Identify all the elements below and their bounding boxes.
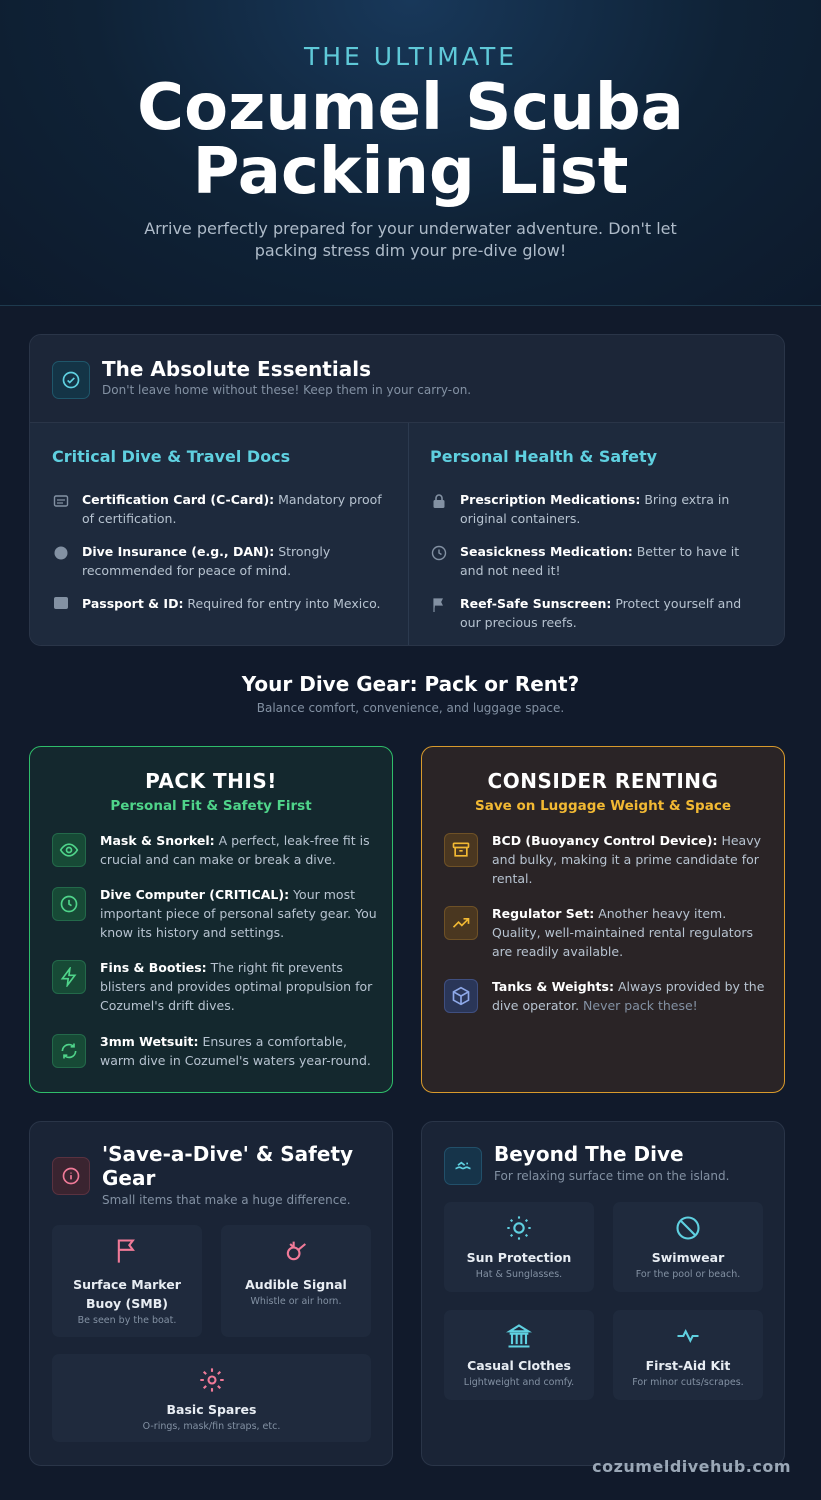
flag-icon — [431, 597, 447, 613]
trending-up-icon — [444, 906, 478, 940]
tile-basic-spares — [52, 1354, 371, 1442]
save-title — [102, 1142, 353, 1190]
hero-subtitle: Arrive perfectly prepared for your underwater adventure. Don't let packing stress dim your pre-dive glow! — [144, 219, 677, 260]
essentials-header — [30, 335, 784, 423]
rent-title: CONSIDER RENTING — [487, 769, 719, 793]
tile-subtitle: For minor cuts/scrapes. — [632, 1377, 744, 1388]
list-item: Dive Computer (CRITICAL): Your most important piece of personal safety gear. You know its history and settings. — [100, 887, 377, 940]
list-item: 3mm Wetsuit: Ensures a comfortable, warm dive in Cozumel's waters year-round. — [100, 1034, 371, 1068]
shield-icon — [53, 545, 69, 561]
save-subtitle: Small items that make a huge difference. — [102, 1193, 351, 1207]
ban-icon — [674, 1214, 702, 1242]
consider-renting-card — [421, 746, 785, 1093]
flag-icon — [113, 1237, 141, 1265]
essentials-card — [29, 334, 785, 646]
save-title-line-2: Gear — [102, 1166, 156, 1190]
tile-subtitle: Whistle or air horn. — [250, 1296, 342, 1307]
column-divider — [408, 423, 409, 646]
gear-section-subtitle: Balance comfort, convenience, and luggage space. — [256, 701, 565, 715]
list-item: Prescription Medications: Bring extra in original containers. — [460, 492, 730, 526]
refresh-icon — [52, 1034, 86, 1068]
title-line-2: Packing List — [192, 135, 629, 209]
gear-section-title: Your Dive Gear: Pack or Rent? — [241, 672, 580, 696]
id-icon — [53, 595, 69, 611]
tile-title: Audible Signal — [245, 1277, 347, 1292]
essentials-columns — [30, 423, 784, 646]
tile-first-aid-kit — [613, 1310, 763, 1400]
tile-sun-protection — [444, 1202, 594, 1292]
beyond-subtitle: For relaxing surface time on the island. — [494, 1169, 730, 1183]
pack-subtitle: Personal Fit & Safety First — [110, 798, 312, 814]
list-item: Reef-Safe Sunscreen: Protect yourself and our precious reefs. — [460, 596, 742, 630]
tile-subtitle: Lightweight and comfy. — [463, 1377, 575, 1388]
save-a-dive-card — [29, 1121, 393, 1466]
cube-icon — [444, 979, 478, 1013]
tile-casual-clothes — [444, 1310, 594, 1400]
tile-audible-signal — [221, 1225, 371, 1337]
list-item: BCD (Buoyancy Control Device): Heavy and bulky, making it a prime candidate for rental. — [492, 833, 761, 886]
list-item: Certification Card (C-Card): Mandatory proof of certification. — [82, 492, 382, 526]
tile-subtitle: For the pool or beach. — [635, 1269, 741, 1280]
building-icon — [505, 1322, 533, 1350]
docs-column-title: Critical Dive & Travel Docs — [52, 447, 291, 466]
tile-title: Swimwear — [651, 1250, 725, 1265]
rent-subtitle: Save on Luggage Weight & Space — [475, 798, 731, 814]
essentials-title: The Absolute Essentials — [102, 357, 371, 381]
tile-title: First-Aid Kit — [645, 1358, 731, 1373]
page-title — [0, 71, 821, 209]
whistle-icon — [282, 1237, 310, 1265]
gear-icon — [198, 1366, 226, 1394]
list-item: Dive Insurance (e.g., DAN): Strongly recommended for peace of mind. — [82, 544, 331, 578]
tile-swimwear — [613, 1202, 763, 1292]
tile-title: Surface Marker Buoy (SMB) — [73, 1277, 181, 1311]
list-item: Fins & Booties: The right fit prevents blisters and provides optimal propulsion for Cozumel's drift dives. — [100, 960, 373, 1013]
pulse-icon — [674, 1322, 702, 1350]
tile-title: Casual Clothes — [467, 1358, 571, 1373]
swim-icon — [444, 1147, 482, 1185]
save-title-line-1: 'Save-a-Dive' & Safety — [102, 1142, 354, 1166]
tile-title: Basic Spares — [166, 1402, 257, 1417]
list-item: Tanks & Weights: Always provided by the dive operator. Never pack these! — [492, 979, 765, 1013]
list-item: Mask & Snorkel: A perfect, leak-free fit is crucial and can make or break a dive. — [100, 833, 370, 867]
beyond-title: Beyond The Dive — [494, 1142, 684, 1166]
tile-subtitle: Be seen by the boat. — [77, 1315, 177, 1326]
hero-kicker: THE ULTIMATE — [303, 42, 518, 71]
card-icon — [53, 493, 69, 509]
tile-title: Sun Protection — [466, 1250, 572, 1265]
clock-icon — [431, 545, 447, 561]
list-item: Passport & ID: Required for entry into Mexico. — [82, 596, 381, 611]
tile-smb — [52, 1225, 202, 1337]
health-column-title: Personal Health & Safety — [430, 447, 658, 466]
beyond-the-dive-card — [421, 1121, 785, 1466]
pack-title: PACK THIS! — [145, 769, 277, 793]
hero-section — [0, 0, 821, 306]
essentials-subtitle: Don't leave home without these! Keep them in your carry-on. — [102, 383, 472, 397]
footer-site-url: cozumeldivehub.com — [592, 1457, 791, 1476]
title-line-1: Cozumel Scuba — [137, 71, 684, 145]
info-icon — [52, 1157, 90, 1195]
check-circle-icon — [52, 361, 90, 399]
tile-subtitle: Hat & Sunglasses. — [475, 1269, 563, 1280]
sun-icon — [505, 1214, 533, 1242]
pack-this-card — [29, 746, 393, 1093]
tile-subtitle: O-rings, mask/fin straps, etc. — [142, 1421, 281, 1432]
clock-icon — [52, 887, 86, 921]
list-item: Regulator Set: Another heavy item. Quality, well-maintained rental regulators are readily available. — [492, 906, 753, 959]
lightning-icon — [52, 960, 86, 994]
eye-icon — [52, 833, 86, 867]
list-item: Seasickness Medication: Better to have it and not need it! — [460, 544, 740, 578]
lock-icon — [431, 493, 447, 509]
archive-icon — [444, 833, 478, 867]
